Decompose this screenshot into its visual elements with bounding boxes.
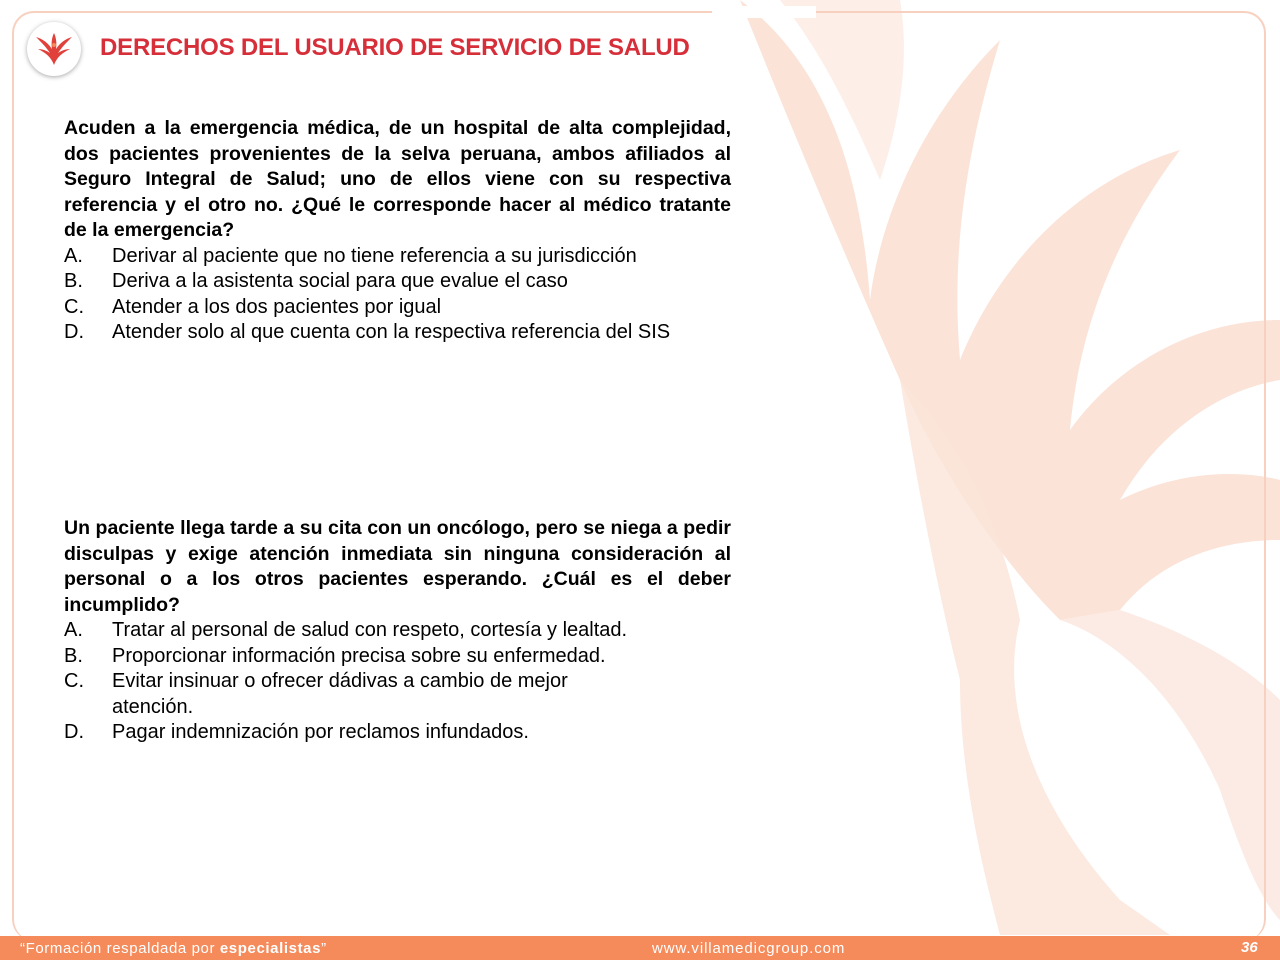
tagline-bold: especialistas xyxy=(219,940,322,957)
option-letter: A. xyxy=(64,244,83,267)
page-title: DERECHOS DEL USUARIO DE SERVICIO DE SALUD xyxy=(100,34,690,61)
question-2 xyxy=(64,516,731,746)
option-c[interactable] xyxy=(64,295,731,321)
option-letter: D. xyxy=(64,721,84,743)
option-text: Atender solo al que cuenta con la respectiva referencia del SIS xyxy=(112,321,671,343)
option-c[interactable] xyxy=(64,669,731,720)
option-text: Pagar indemnización por reclamos infundados. xyxy=(112,721,529,743)
option-d[interactable] xyxy=(64,320,731,346)
option-text: Evitar insinuar o ofrecer dádivas a cambio de mejor atención. xyxy=(112,670,568,718)
question-stem: Acuden a la emergencia médica, de un hospital de alta complejidad, dos pacientes provenientes de la selva peruana, ambos afiliados al Seguro Integral de Salud; uno de ellos viene con su respectiva referencia y el otro no. ¿Qué le corresponde hacer al médico tratante de la emergencia? xyxy=(64,117,731,241)
option-letter: A. xyxy=(64,619,83,641)
question-1 xyxy=(64,116,731,346)
option-letter: D. xyxy=(64,321,84,343)
tagline-suffix: ” xyxy=(321,940,327,957)
option-a[interactable] xyxy=(64,244,731,270)
page-number: 36 xyxy=(1241,939,1258,956)
option-letter: C. xyxy=(64,295,84,318)
option-b[interactable] xyxy=(64,644,731,670)
option-text: Deriva a la asistenta social para que evalue el caso xyxy=(112,270,568,292)
tagline-prefix: “Formación respaldada por xyxy=(20,940,220,957)
question-stem: Un paciente llega tarde a su cita con un oncólogo, pero se niega a pedir disculpas y exige atención inmediata sin ninguna consideración al personal o a los otros pacientes esperando. ¿Cuál es el deber incumplido? xyxy=(64,517,731,616)
option-text: Atender a los dos pacientes por igual xyxy=(112,295,442,318)
option-letter: B. xyxy=(64,270,83,292)
option-a[interactable] xyxy=(64,618,731,644)
answer-options xyxy=(64,618,731,746)
frame-gap xyxy=(712,6,816,18)
answer-options xyxy=(64,244,731,346)
option-text: Tratar al personal de salud con respeto, cortesía y lealtad. xyxy=(112,619,628,641)
phoenix-logo-icon xyxy=(34,31,74,67)
footer-url-link[interactable]: www.villamedicgroup.com xyxy=(652,940,846,957)
option-letter: C. xyxy=(64,670,84,692)
option-b[interactable] xyxy=(64,269,731,295)
logo-badge xyxy=(27,22,81,76)
option-text: Derivar al paciente que no tiene referencia a su jurisdicción xyxy=(112,244,637,267)
option-text: Proporcionar información precisa sobre su enfermedad. xyxy=(112,644,606,667)
option-d[interactable] xyxy=(64,720,731,746)
option-letter: B. xyxy=(64,644,83,667)
footer-tagline xyxy=(20,940,327,957)
footer-bar xyxy=(0,936,1280,960)
